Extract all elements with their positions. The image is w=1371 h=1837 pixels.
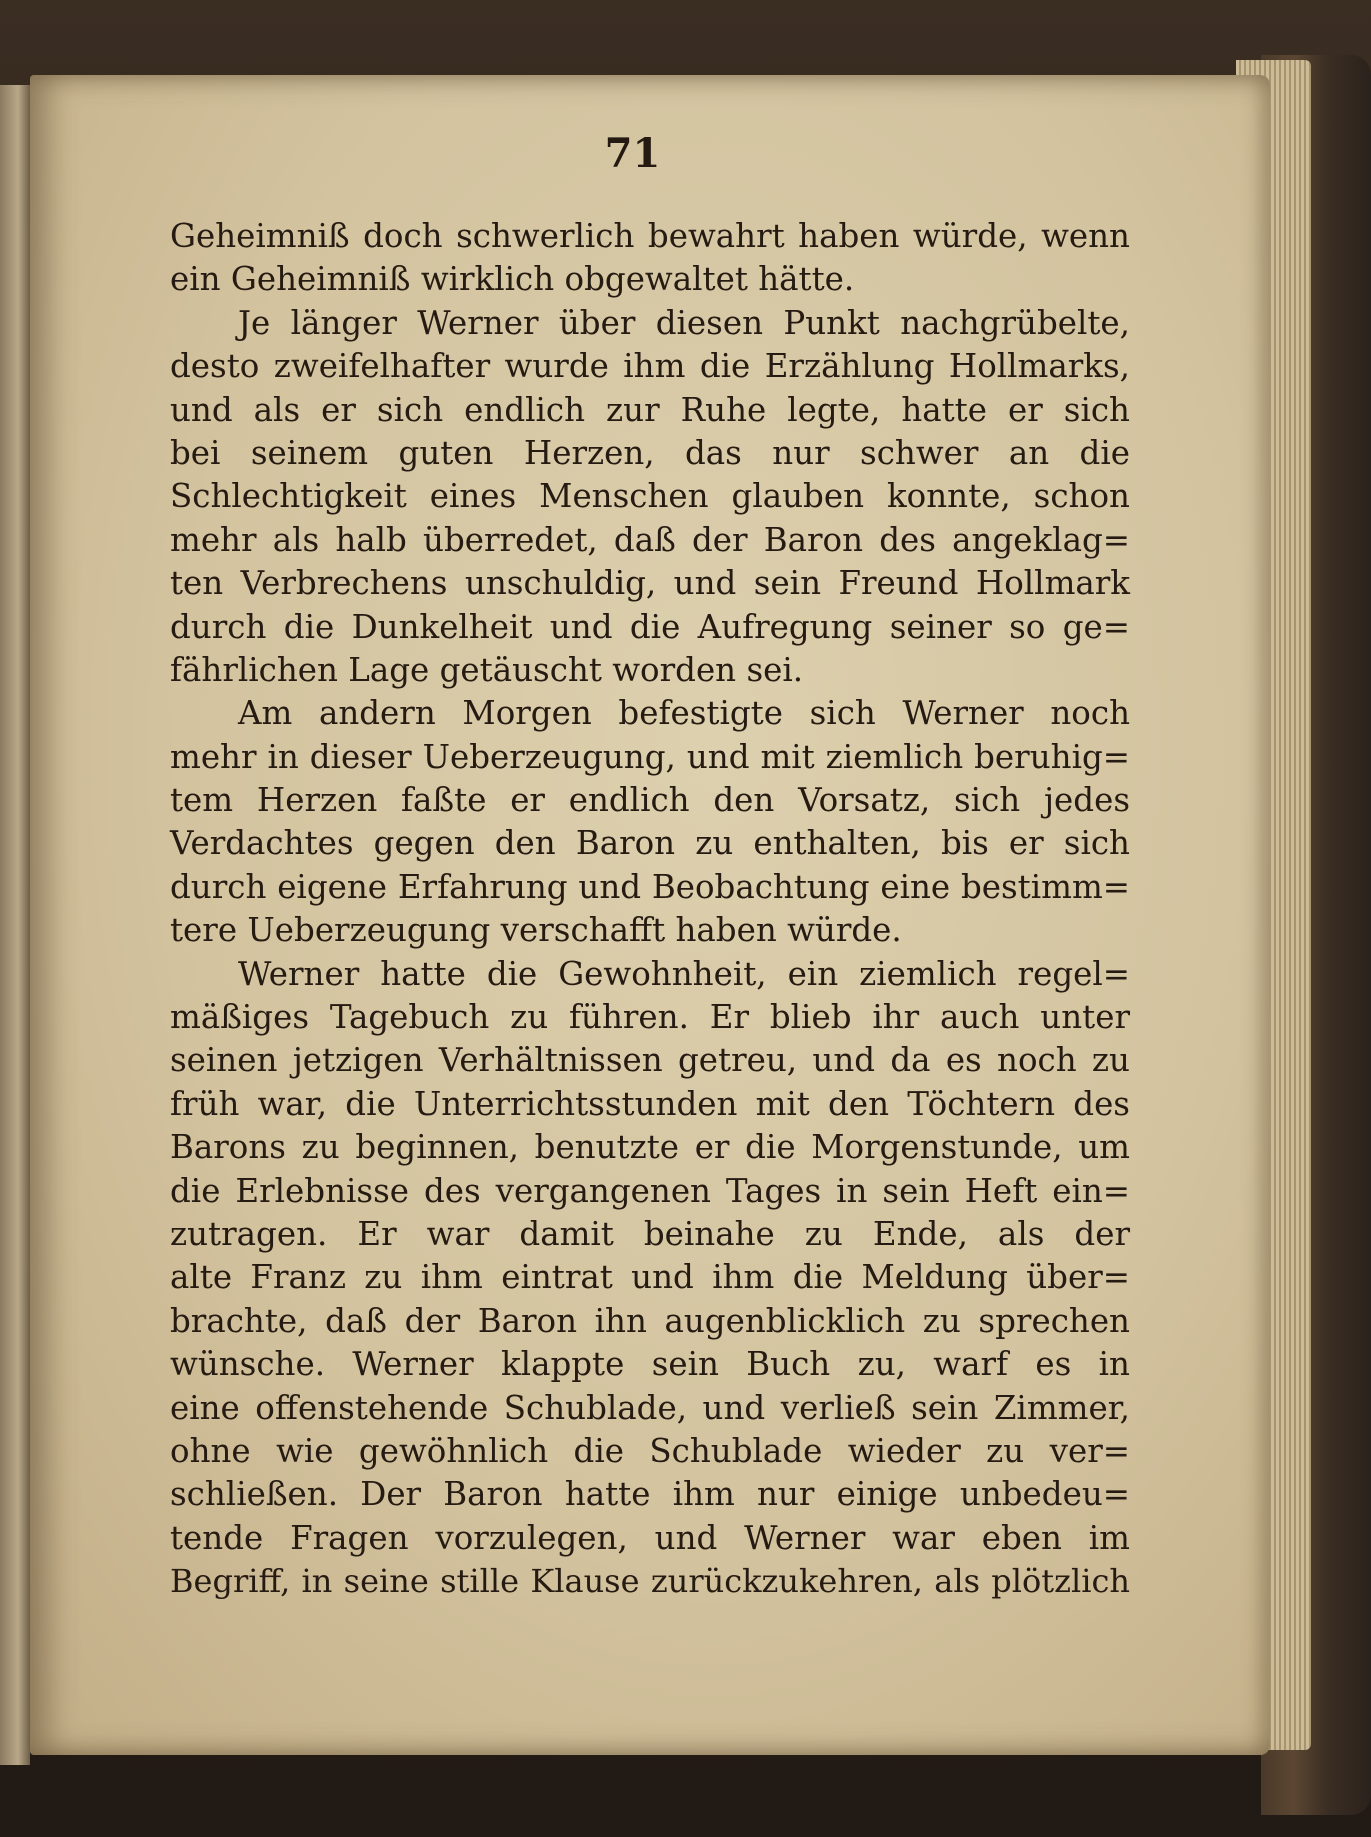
text-line: Verdachtes gegen den Baron zu enthalten, bis er sich: [170, 824, 1130, 863]
text-line: Barons zu beginnen, benutzte er die Morgenstunde, um: [170, 1128, 1130, 1167]
page-text: [170, 215, 1130, 1604]
text-line: Werner hatte die Gewohnheit, ein ziemlich regel=: [238, 954, 1130, 993]
text-line: früh war, die Unterrichtsstunden mit den Töchtern des: [170, 1084, 1130, 1123]
text-line: mehr in dieser Ueberzeugung, und mit ziemlich beruhig=: [170, 737, 1130, 776]
book-page: [30, 75, 1270, 1755]
text-line: tem Herzen faßte er endlich den Vorsatz, sich jedes: [170, 781, 1130, 820]
text-line: schließen. Der Baron hatte ihm nur einige unbedeu=: [170, 1475, 1130, 1514]
text-line: Je länger Werner über diesen Punkt nachgrübelte,: [238, 303, 1130, 342]
text-line: und als er sich endlich zur Ruhe legte, hatte er sich: [170, 390, 1130, 429]
text-line: durch die Dunkelheit und die Aufregung seiner so ge=: [170, 607, 1130, 646]
text-line: ohne wie gewöhnlich die Schublade wieder zu ver=: [170, 1431, 1130, 1470]
text-line: durch eigene Erfahrung und Beobachtung eine bestimm=: [170, 867, 1130, 906]
text-line: brachte, daß der Baron ihn augenblicklich zu sprechen: [170, 1301, 1130, 1340]
text-line: ten Verbrechens unschuldig, und sein Freund Hollmark: [170, 564, 1130, 603]
page-number: 71: [604, 130, 661, 177]
text-line: wünsche. Werner klappte sein Buch zu, warf es in: [170, 1345, 1130, 1384]
text-line: zutragen. Er war damit beinahe zu Ende, als der: [170, 1214, 1130, 1253]
left-page-edge: [0, 85, 30, 1765]
text-line: desto zweifelhafter wurde ihm die Erzählung Hollmarks,: [170, 347, 1130, 386]
text-line: seinen jetzigen Verhältnissen getreu, und da es noch zu: [170, 1041, 1130, 1080]
text-line: Schlechtigkeit eines Menschen glauben konnte, schon: [170, 477, 1130, 516]
text-line: fährlichen Lage getäuscht worden sei.: [170, 650, 804, 689]
text-line: Geheimniß doch schwerlich bewahrt haben würde, wenn: [170, 217, 1130, 255]
text-line: Begriff, in seine stille Klause zurückzukehren, als plötzlich: [170, 1562, 1130, 1601]
text-line: bei seinem guten Herzen, das nur schwer an die: [170, 433, 1130, 472]
text-line: alte Franz zu ihm eintrat und ihm die Meldung über=: [170, 1258, 1130, 1297]
text-line: tere Ueberzeugung verschafft haben würde.: [170, 911, 902, 950]
text-line: tende Fragen vorzulegen, und Werner war eben im: [170, 1518, 1130, 1557]
text-line: mehr als halb überredet, daß der Baron des angeklag=: [170, 520, 1130, 559]
text-line: eine offenstehende Schublade, und verließ sein Zimmer,: [170, 1388, 1130, 1427]
text-line: Am andern Morgen befestigte sich Werner noch: [238, 694, 1130, 733]
text-line: mäßiges Tagebuch zu führen. Er blieb ihr auch unter: [170, 998, 1130, 1037]
text-line: ein Geheimniß wirklich obgewaltet hätte.: [170, 260, 855, 299]
text-line: die Erlebnisse des vergangenen Tages in sein Heft ein=: [170, 1171, 1130, 1210]
